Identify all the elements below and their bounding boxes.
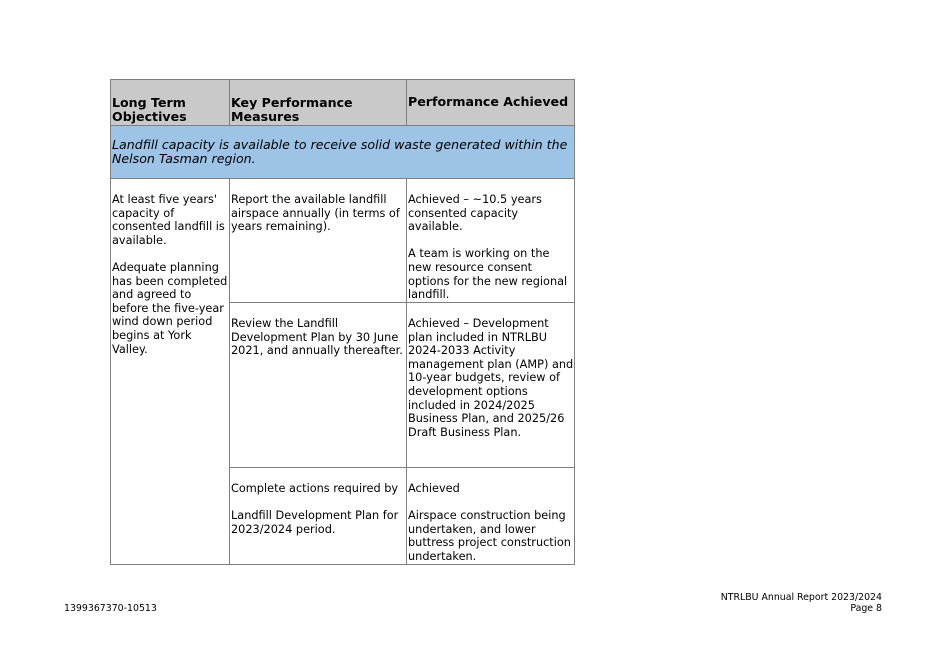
measure-text: Landfill Development Plan for 2023/2024 period. (231, 509, 399, 536)
header-key-performance-measures: Key Performance Measures (230, 80, 407, 126)
measure-cell (230, 468, 407, 565)
header-performance-achieved: Performance Achieved (407, 80, 575, 126)
achieved-text: Achieved (408, 482, 460, 495)
achieved-cell (407, 303, 575, 468)
section-band-row (111, 126, 575, 179)
report-title: NTRLBU Annual Report 2023/2024 (720, 592, 882, 603)
measure-text: Complete actions required by (231, 482, 399, 495)
measure-cell (230, 179, 407, 303)
achieved-cell (407, 179, 575, 303)
achieved-cell (407, 468, 575, 565)
page-number: Page 8 (850, 603, 882, 614)
footer-right (721, 592, 882, 614)
header-long-term-objectives: Long Term Objectives (111, 80, 230, 126)
document-id: 1399367370-10513 (64, 603, 157, 614)
measure-text: Report the available landfill airspace annually (in terms of years remaining). (231, 193, 400, 234)
achieved-text: A team is working on the new resource consent options for the new regional landfill. (408, 247, 568, 302)
performance-table (110, 79, 575, 565)
table-row (111, 179, 575, 303)
achieved-text: Achieved – Development plan included in NTRLBU 2024-2033 Activity management plan (AMP) and 10-year budgets, review of development options included in 2024/2025 Business Plan, and 2025/26 Draft Business Plan. (408, 317, 574, 439)
table-header-row (111, 80, 575, 126)
measure-cell (230, 303, 407, 468)
objectives-cell (111, 179, 230, 565)
objective-text: Adequate planning has been completed and agreed to before the five-year wind down period begins at York Valley. (112, 260, 228, 356)
section-band-text: Landfill capacity is available to receive solid waste generated within the Nelson Tasman region. (111, 126, 575, 179)
achieved-text: Airspace construction being undertaken, and lower buttress project construction undertaken. (408, 509, 571, 563)
objective-text: At least five years' capacity of consented landfill is available. (112, 193, 225, 247)
achieved-text: Achieved – ~10.5 years consented capacity available. (408, 193, 542, 234)
measure-text: Review the Landfill Development Plan by 30 June 2021, and annually thereafter. (231, 317, 403, 358)
